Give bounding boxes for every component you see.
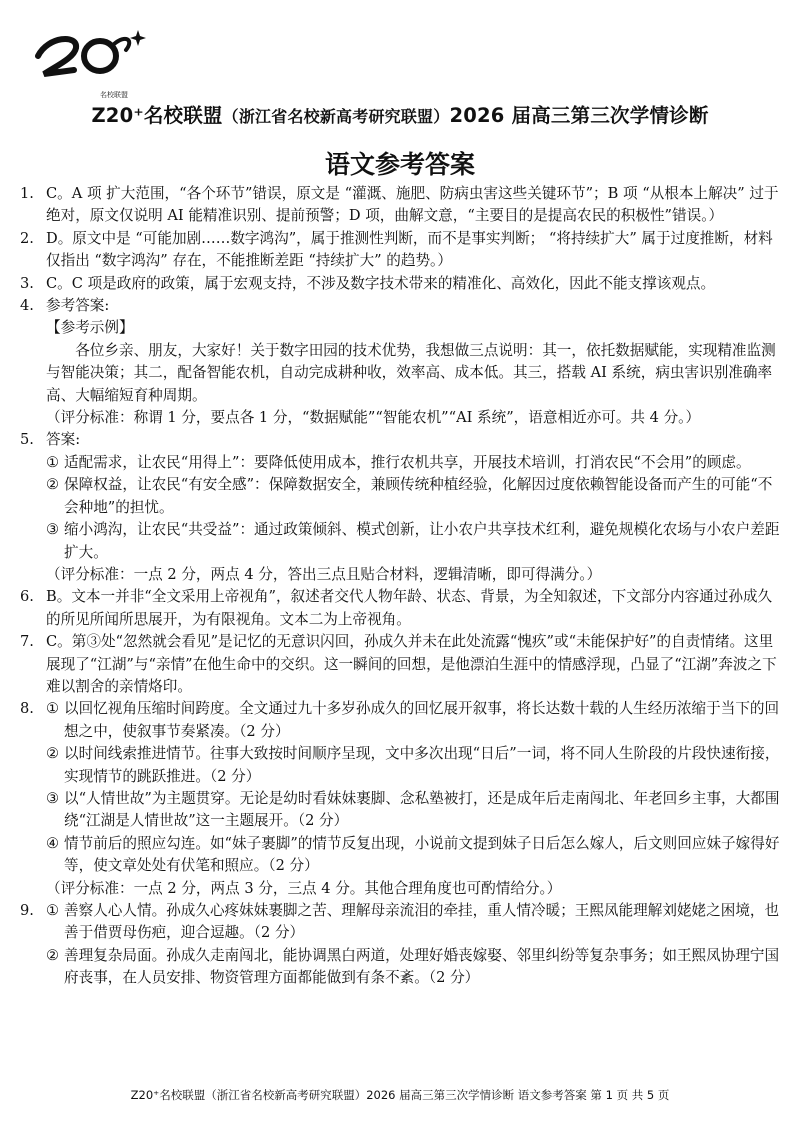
sub-marker: ② <box>46 946 60 964</box>
answer-8 <box>20 698 780 900</box>
scoring-note: （评分标准：一点 2 分，两点 4 分，答出三点且贴合材料，逻辑清晰，即可得满分。） <box>46 565 602 583</box>
answer-3 <box>20 273 780 295</box>
answer-number: 8. <box>20 700 34 718</box>
answer-7 <box>20 631 780 698</box>
title-prefix: Z20⁺名校联盟 <box>91 104 223 127</box>
answer-text: C。第③处“忽然就会看见”是记忆的无意识闪回，孙成久并未在此处流露“愧疚”或“未能保护好”的自责情绪。这里展现了“江湖”与“亲情”在他生命中的交织。这一瞬间的回想，是他漂泊生涯中的情感浮现，凸显了“江湖”奔波之下难以割舍的亲情烙印。 <box>46 633 777 695</box>
sub-text: 情节前后的照应勾连。如“妹子裹脚”的情节反复出现，小说前文提到妹子日后怎么嫁人，后文则回应妹子嫁得好等，使文章处处有伏笔和照应。（2 分） <box>64 834 780 875</box>
sub-text: 保障权益，让农民“有安全感”：保障数据安全，兼顾传统种植经验，化解因过度依赖智能设备而产生的可能“不会种地”的担忧。 <box>64 476 773 516</box>
sub-text: 以“人情世故”为主题贯穿。无论是幼时看妹妹裹脚、念私塾被打，还是成年后走南闯北、年老回乡主事，大都围绕“江湖是人情世故”这一主题展开。（2 分） <box>64 789 780 830</box>
example-label: 【参考示例】 <box>46 319 134 337</box>
sub-point <box>46 833 780 878</box>
logo-text: 名校联盟 <box>100 91 128 99</box>
answer-number: 1. <box>20 185 34 202</box>
answer-4 <box>20 295 780 317</box>
page-subtitle: 语文参考答案 <box>324 150 475 179</box>
sub-marker: ① <box>46 453 60 471</box>
answer-number: 9. <box>20 902 34 919</box>
sub-point <box>46 945 780 990</box>
sub-point <box>46 788 780 833</box>
sub-marker: ③ <box>46 521 60 539</box>
answer-2 <box>20 228 780 273</box>
answer-text: 答案: <box>46 431 81 449</box>
sub-text: 善察人心人情。孙成久心疼妹妹裹脚之苦、理解母亲流泪的牵挂，重人情冷暖；王熙凤能理解刘姥姥之困境，也善于借贾母伤疤，迎合逗趣。（2 分） <box>64 902 780 942</box>
scoring-note: （评分标准：一点 2 分，两点 3 分，三点 4 分。其他合理角度也可酌情给分。） <box>46 879 562 897</box>
answer-list <box>20 183 780 990</box>
page-footer: Z20⁺名校联盟（浙江省名校新高考研究联盟）2026 届高三第三次学情诊断 语文参考答案 第 1 页 共 5 页 <box>130 1088 670 1102</box>
answer-8-detail <box>46 698 780 900</box>
sub-text: 以时间线索推进情节。往事大致按时间顺序呈现，文中多次出现“日后”一词，将不同人生阶段的片段快速衔接，实现情节的跳跃推进。（2 分） <box>64 745 780 785</box>
answer-5-detail <box>20 452 780 586</box>
sub-point <box>46 474 780 519</box>
sub-marker: ① <box>46 700 60 718</box>
sub-text: 善理复杂局面。孙成久走南闯北，能协调黑白两道，处理好婚丧嫁娶、邻里纠纷等复杂事务；如王熙凤协理宁国府丧事，在人员安排、物资管理方面都能做到有条不紊。（2 分） <box>64 946 780 987</box>
answer-9 <box>20 900 780 990</box>
title-suffix: 2026 届高三第三次学情诊断 <box>449 104 709 127</box>
logo <box>30 16 150 98</box>
answer-number: 5. <box>20 431 34 449</box>
logo-mark-icon <box>30 16 150 88</box>
sub-text: 缩小鸿沟，让农民“共受益”：通过政策倾斜、模式创新，让小农户共享技术红利，避免规模化农场与小农户差距扩大。 <box>64 521 780 561</box>
sub-marker: ① <box>46 902 60 919</box>
title-paren: （浙江省名校新高考研究联盟） <box>222 107 450 126</box>
answer-number: 6. <box>20 588 34 606</box>
sub-point <box>46 452 780 474</box>
sub-text: 适配需求，让农民“用得上”：要降低使用成本，推行农机共享，开展技术培训，打消农民“不会用”的顾虑。 <box>64 453 751 471</box>
answer-number: 7. <box>20 633 34 651</box>
scoring-note: （评分标准：称谓 1 分，要点各 1 分，“数据赋能”“智能农机”“AI 系统”，语意相近亦可。共 4 分。） <box>46 409 701 427</box>
answer-4-detail <box>20 317 780 429</box>
sub-marker: ② <box>46 476 60 494</box>
answer-text: C。A 项 扩大范围，“各个环节”错误，原文是 “灌溉、施肥、防病虫害这些关键环节”；B 项 “从根本上解决” 过于绝对，原文仅说明 AI 能精准识别、提前预警；D 项，曲解文意，“主要目的是提高农民的积极性”错误。） <box>46 185 779 225</box>
answer-number: 4. <box>20 297 34 315</box>
sub-point <box>46 900 780 945</box>
sub-point <box>46 743 780 788</box>
answer-6 <box>20 586 780 631</box>
answer-text: B。文本一并非“全文采用上帝视角”，叙述者交代人物年龄、状态、背景，为全知叙述，下文部分内容通过孙成久的所见所闻所思展开，为有限视角。文本二为上帝视角。 <box>46 588 773 628</box>
answer-number: 2. <box>20 229 34 247</box>
sub-point <box>46 698 780 743</box>
example-text: 各位乡亲、朋友，大家好！关于数字田园的技术优势，我想做三点说明：其一，依托数据赋能，实现精准监测与智能决策；其二，配备智能农机，自动完成耕种收，效率高、成本低。其三，搭载 AI 系统，病虫害识别准确率高、大幅缩短育种周期。 <box>46 341 776 404</box>
answer-text: D。原文中是 “可能加剧……数字鸿沟”，属于推测性判断，而不是事实判断； “将持续扩大” 属于过度推断，材料仅指出 “数字鸿沟” 存在，不能推断差距 “持续扩大” 的趋势。） <box>46 229 773 270</box>
sub-text: 以回忆视角压缩时间跨度。全文通过九十多岁孙成久的回忆展开叙事，将长达数十载的人生经历浓缩于当下的回想之中，使叙事节奏紧凑。（2 分） <box>64 700 780 740</box>
answer-text: 参考答案: <box>46 297 110 315</box>
answer-9-detail <box>46 900 780 990</box>
sub-point <box>46 519 780 564</box>
answer-number: 3. <box>20 274 34 292</box>
answer-5 <box>20 429 780 451</box>
sub-marker: ② <box>46 745 60 763</box>
answer-1 <box>20 183 780 228</box>
page-title <box>0 100 800 128</box>
answer-text: C。C 项是政府的政策，属于宏观支持，不涉及数字技术带来的精准化、高效化，因此不能支撑该观点。 <box>46 274 716 292</box>
sub-marker: ③ <box>46 789 60 807</box>
sub-marker: ④ <box>46 834 60 852</box>
